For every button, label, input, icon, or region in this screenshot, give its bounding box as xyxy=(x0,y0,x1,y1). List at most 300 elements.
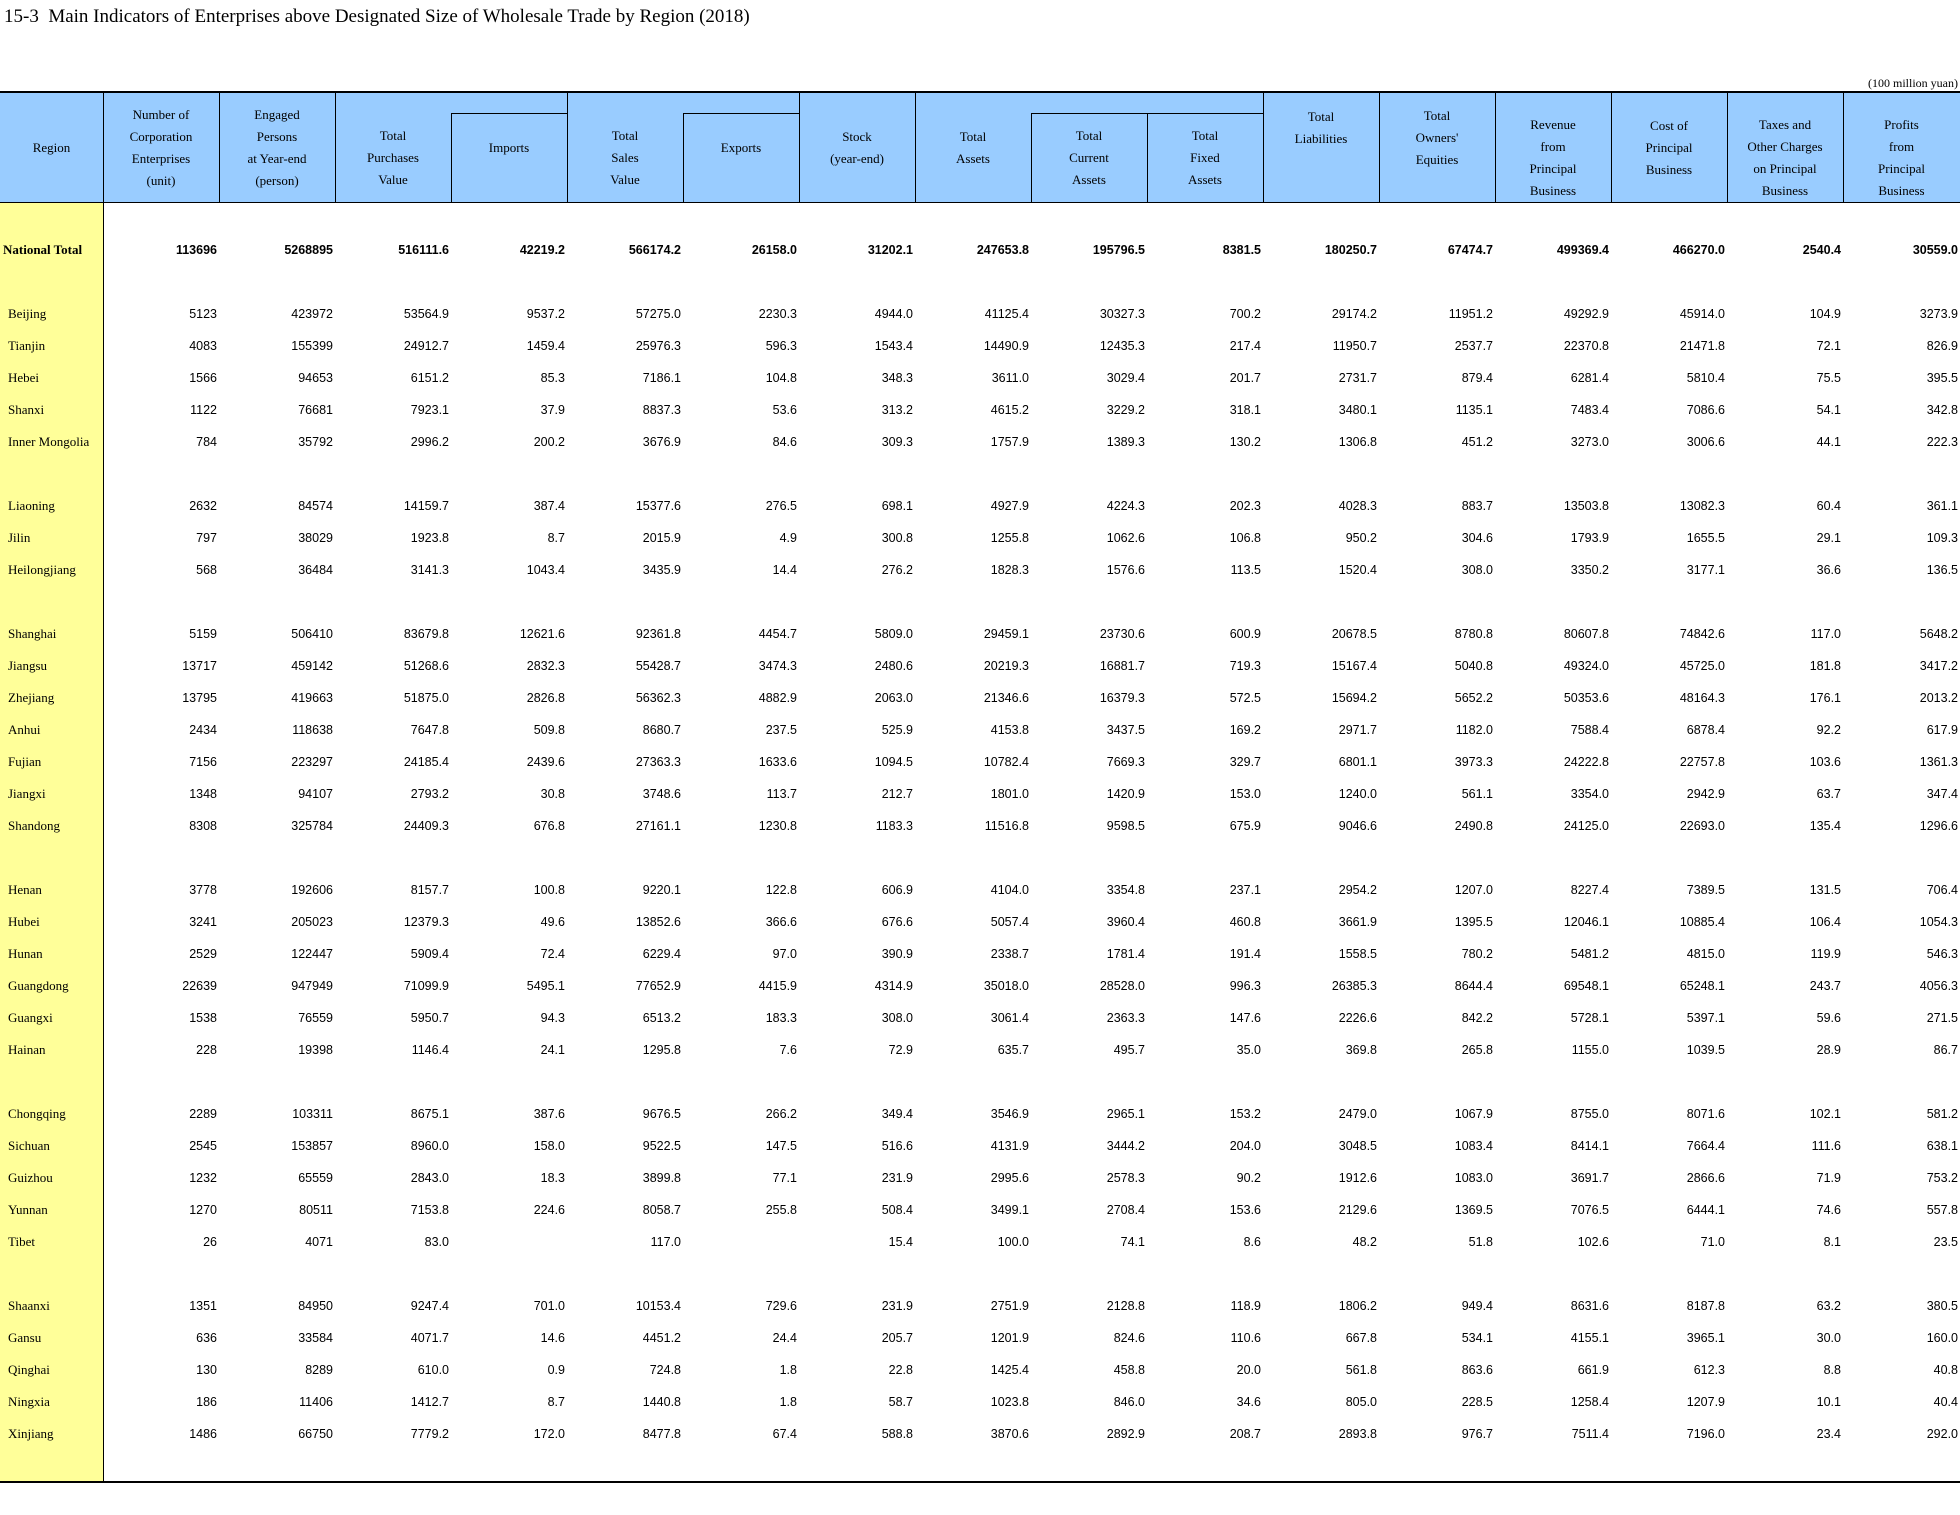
cell-liabilities: 180250.7 xyxy=(1324,243,1377,257)
cell-equities: 265.8 xyxy=(1461,1043,1493,1057)
cell-cost: 48164.3 xyxy=(1679,691,1725,705)
cell-equities: 1369.5 xyxy=(1454,1203,1493,1217)
cell-cost: 7086.6 xyxy=(1686,403,1725,417)
region-label: Beijing xyxy=(8,306,47,321)
cell-purchases: 51268.6 xyxy=(403,659,449,673)
cell-fixed-assets: 169.2 xyxy=(1229,723,1261,737)
cell-exports: 596.3 xyxy=(765,339,797,353)
cell-assets: 20219.3 xyxy=(983,659,1029,673)
cell-sales: 27161.1 xyxy=(635,819,681,833)
cell-cost: 10885.4 xyxy=(1679,915,1725,929)
cell-revenue: 80607.8 xyxy=(1563,627,1609,641)
cell-liabilities: 6801.1 xyxy=(1338,755,1377,769)
cell-sales: 55428.7 xyxy=(635,659,681,673)
cell-stock: 212.7 xyxy=(881,787,913,801)
cell-current-assets: 3437.5 xyxy=(1106,723,1145,737)
header-liabilities: Total Liabilities xyxy=(1294,109,1348,146)
cell-exports: 24.4 xyxy=(772,1331,797,1345)
cell-purchases: 7923.1 xyxy=(410,403,449,417)
cell-persons: 84950 xyxy=(298,1299,333,1313)
cell-assets: 4104.0 xyxy=(990,883,1029,897)
cell-cost: 5397.1 xyxy=(1686,1011,1725,1025)
cell-assets: 1201.9 xyxy=(990,1331,1029,1345)
cell-exports: 67.4 xyxy=(772,1427,797,1441)
cell-equities: 1067.9 xyxy=(1454,1107,1493,1121)
cell-exports: 276.5 xyxy=(765,499,797,513)
cell-profits: 292.0 xyxy=(1926,1427,1958,1441)
cell-liabilities: 9046.6 xyxy=(1338,819,1377,833)
cell-equities: 51.8 xyxy=(1468,1235,1493,1249)
cell-profits: 160.0 xyxy=(1926,1331,1958,1345)
cell-fixed-assets: 202.3 xyxy=(1229,499,1261,513)
cell-equities: 883.7 xyxy=(1461,499,1493,513)
cell-current-assets: 3229.2 xyxy=(1106,403,1145,417)
cell-stock: 309.3 xyxy=(881,435,913,449)
cell-liabilities: 2479.0 xyxy=(1338,1107,1377,1121)
header-sales: Total Sales Value xyxy=(610,128,640,187)
cell-fixed-assets: 675.9 xyxy=(1229,819,1261,833)
cell-cost: 21471.8 xyxy=(1679,339,1725,353)
cell-current-assets: 495.7 xyxy=(1113,1043,1145,1057)
region-label: Henan xyxy=(8,882,42,897)
header-purchases: Total Purchases Value xyxy=(367,128,419,187)
cell-fixed-assets: 118.9 xyxy=(1230,1299,1261,1313)
cell-revenue: 13503.8 xyxy=(1563,499,1609,513)
cell-stock: 31202.1 xyxy=(867,243,913,257)
cell-revenue: 5728.1 xyxy=(1570,1011,1609,1025)
cell-persons: 423972 xyxy=(291,307,333,321)
cell-taxes: 243.7 xyxy=(1809,979,1841,993)
cell-persons: 118638 xyxy=(292,723,333,737)
cell-sales: 57275.0 xyxy=(635,307,681,321)
region-label: Guizhou xyxy=(8,1170,53,1185)
cell-stock: 276.2 xyxy=(881,563,913,577)
cell-exports: 1230.8 xyxy=(758,819,797,833)
cell-exports: 104.8 xyxy=(765,371,797,385)
header-current-assets: Total Current Assets xyxy=(1069,128,1109,187)
cell-sales: 8058.7 xyxy=(642,1203,681,1217)
cell-enterprises: 3241 xyxy=(189,915,217,929)
cell-exports: 147.5 xyxy=(765,1139,797,1153)
cell-exports: 2230.3 xyxy=(758,307,797,321)
cell-purchases: 2843.0 xyxy=(410,1171,449,1185)
header-revenue: Revenue from Principal Business xyxy=(1529,117,1577,198)
cell-assets: 3546.9 xyxy=(990,1107,1029,1121)
cell-fixed-assets: 204.0 xyxy=(1229,1139,1261,1153)
cell-revenue: 7588.4 xyxy=(1570,723,1609,737)
cell-revenue: 3273.0 xyxy=(1570,435,1609,449)
cell-revenue: 24125.0 xyxy=(1563,819,1609,833)
cell-purchases: 3141.3 xyxy=(410,563,449,577)
cell-profits: 1054.3 xyxy=(1919,915,1958,929)
cell-current-assets: 3960.4 xyxy=(1106,915,1145,929)
region-label: Gansu xyxy=(8,1330,42,1345)
cell-profits: 546.3 xyxy=(1926,947,1958,961)
cell-equities: 561.1 xyxy=(1461,787,1493,801)
region-label: Hubei xyxy=(8,914,40,929)
cell-current-assets: 824.6 xyxy=(1113,1331,1145,1345)
cell-enterprises: 784 xyxy=(196,435,217,449)
region-label: Zhejiang xyxy=(8,690,55,705)
cell-cost: 7389.5 xyxy=(1686,883,1725,897)
cell-persons: 205023 xyxy=(291,915,333,929)
cell-assets: 5057.4 xyxy=(990,915,1029,929)
header-assets: Total Assets xyxy=(956,129,990,166)
region-label: Ningxia xyxy=(8,1394,50,1409)
cell-fixed-assets: 217.4 xyxy=(1229,339,1261,353)
cell-purchases: 5950.7 xyxy=(410,1011,449,1025)
cell-revenue: 8414.1 xyxy=(1570,1139,1609,1153)
cell-sales: 3676.9 xyxy=(642,435,681,449)
region-label: Shanxi xyxy=(8,402,45,417)
cell-enterprises: 1538 xyxy=(189,1011,217,1025)
cell-stock: 2063.0 xyxy=(874,691,913,705)
cell-profits: 342.8 xyxy=(1926,403,1958,417)
cell-persons: 8289 xyxy=(305,1363,333,1377)
cell-imports: 30.8 xyxy=(540,787,565,801)
page-title: 15-3 Main Indicators of Enterprises above Designated Size of Wholesale Trade by Region (2018) xyxy=(4,6,750,27)
cell-current-assets: 1420.9 xyxy=(1106,787,1145,801)
cell-revenue: 102.6 xyxy=(1577,1235,1609,1249)
cell-assets: 100.0 xyxy=(997,1235,1029,1249)
cell-enterprises: 1232 xyxy=(189,1171,217,1185)
cell-assets: 2338.7 xyxy=(990,947,1029,961)
cell-profits: 222.3 xyxy=(1926,435,1958,449)
cell-fixed-assets: 8381.5 xyxy=(1222,243,1261,257)
cell-liabilities: 2129.6 xyxy=(1338,1203,1377,1217)
cell-fixed-assets: 191.4 xyxy=(1229,947,1261,961)
cell-fixed-assets: 600.9 xyxy=(1229,627,1261,641)
cell-enterprises: 1566 xyxy=(189,371,217,385)
cell-cost: 13082.3 xyxy=(1679,499,1725,513)
cell-taxes: 181.8 xyxy=(1809,659,1841,673)
cell-purchases: 8960.0 xyxy=(410,1139,449,1153)
cell-imports: 100.8 xyxy=(533,883,565,897)
cell-current-assets: 2892.9 xyxy=(1106,1427,1145,1441)
cell-sales: 15377.6 xyxy=(635,499,681,513)
cell-liabilities: 4028.3 xyxy=(1338,499,1377,513)
region-label: Hainan xyxy=(8,1042,46,1057)
cell-liabilities: 1240.0 xyxy=(1338,787,1377,801)
cell-stock: 15.4 xyxy=(888,1235,913,1249)
cell-current-assets: 1062.6 xyxy=(1106,531,1145,545)
cell-equities: 1083.0 xyxy=(1454,1171,1493,1185)
region-label: Tibet xyxy=(8,1234,35,1249)
cell-persons: 325784 xyxy=(291,819,333,833)
cell-fixed-assets: 719.3 xyxy=(1229,659,1261,673)
cell-current-assets: 2578.3 xyxy=(1106,1171,1145,1185)
cell-taxes: 63.7 xyxy=(1816,787,1841,801)
region-label: Anhui xyxy=(8,722,41,737)
cell-purchases: 2996.2 xyxy=(410,435,449,449)
cell-imports: 9537.2 xyxy=(526,307,565,321)
cell-purchases: 51875.0 xyxy=(403,691,449,705)
cell-purchases: 7779.2 xyxy=(410,1427,449,1441)
cell-persons: 66750 xyxy=(298,1427,333,1441)
cell-liabilities: 15167.4 xyxy=(1331,659,1377,673)
region-label: Jilin xyxy=(8,530,31,545)
cell-revenue: 49324.0 xyxy=(1563,659,1609,673)
cell-enterprises: 2545 xyxy=(189,1139,217,1153)
cell-taxes: 104.9 xyxy=(1809,307,1841,321)
cell-stock: 676.6 xyxy=(881,915,913,929)
cell-enterprises: 8308 xyxy=(189,819,217,833)
cell-revenue: 12046.1 xyxy=(1563,915,1609,929)
cell-assets: 635.7 xyxy=(997,1043,1029,1057)
cell-equities: 1395.5 xyxy=(1454,915,1493,929)
cell-imports: 94.3 xyxy=(540,1011,565,1025)
cell-revenue: 1258.4 xyxy=(1570,1395,1609,1409)
cell-cost: 466270.0 xyxy=(1672,243,1725,257)
region-label: Guangxi xyxy=(8,1010,53,1025)
cell-revenue: 1155.0 xyxy=(1571,1043,1609,1057)
cell-assets: 4927.9 xyxy=(990,499,1029,513)
cell-fixed-assets: 153.2 xyxy=(1229,1107,1261,1121)
region-label: Hebei xyxy=(8,370,40,385)
region-label: Hunan xyxy=(8,946,43,961)
cell-sales: 3748.6 xyxy=(642,787,681,801)
cell-revenue: 22370.8 xyxy=(1563,339,1609,353)
cell-cost: 7664.4 xyxy=(1686,1139,1725,1153)
cell-fixed-assets: 106.8 xyxy=(1229,531,1261,545)
cell-purchases: 83.0 xyxy=(424,1235,449,1249)
cell-revenue: 6281.4 xyxy=(1570,371,1609,385)
cell-enterprises: 228 xyxy=(196,1043,217,1057)
cell-sales: 77652.9 xyxy=(635,979,681,993)
cell-exports: 122.8 xyxy=(765,883,797,897)
cell-taxes: 103.6 xyxy=(1809,755,1841,769)
cell-imports xyxy=(455,1234,565,1250)
cell-cost: 3177.1 xyxy=(1686,563,1725,577)
cell-enterprises: 797 xyxy=(196,531,217,545)
cell-equities: 1083.4 xyxy=(1454,1139,1493,1153)
cell-imports: 37.9 xyxy=(540,403,565,417)
cell-taxes: 71.9 xyxy=(1816,1171,1841,1185)
cell-profits: 3273.9 xyxy=(1919,307,1958,321)
cell-imports: 676.8 xyxy=(533,819,565,833)
cell-purchases: 24409.3 xyxy=(403,819,449,833)
cell-fixed-assets: 34.6 xyxy=(1236,1395,1261,1409)
cell-exports: 4454.7 xyxy=(758,627,797,641)
cell-enterprises: 26 xyxy=(203,1235,217,1249)
cell-purchases: 8157.7 xyxy=(410,883,449,897)
cell-taxes: 2540.4 xyxy=(1802,243,1841,257)
cell-persons: 155399 xyxy=(291,339,333,353)
cell-enterprises: 3778 xyxy=(189,883,217,897)
cell-profits: 1361.3 xyxy=(1919,755,1958,769)
cell-fixed-assets: 208.7 xyxy=(1229,1427,1261,1441)
cell-equities: 879.4 xyxy=(1461,371,1493,385)
cell-imports: 72.4 xyxy=(540,947,565,961)
cell-assets: 35018.0 xyxy=(983,979,1029,993)
cell-stock: 516.6 xyxy=(881,1139,913,1153)
cell-assets: 10782.4 xyxy=(983,755,1029,769)
cell-sales: 9522.5 xyxy=(642,1139,681,1153)
cell-cost: 3965.1 xyxy=(1686,1331,1725,1345)
cell-imports: 14.6 xyxy=(540,1331,565,1345)
cell-exports xyxy=(687,1234,797,1250)
cell-stock: 588.8 xyxy=(881,1427,913,1441)
cell-revenue: 24222.8 xyxy=(1563,755,1609,769)
cell-profits: 2013.2 xyxy=(1919,691,1958,705)
cell-enterprises: 130 xyxy=(196,1363,217,1377)
cell-sales: 10153.4 xyxy=(635,1299,681,1313)
region-label: Heilongjiang xyxy=(8,562,76,577)
cell-liabilities: 3661.9 xyxy=(1338,915,1377,929)
cell-purchases: 6151.2 xyxy=(410,371,449,385)
cell-fixed-assets: 460.8 xyxy=(1229,915,1261,929)
cell-fixed-assets: 8.6 xyxy=(1243,1235,1261,1249)
region-label: Shandong xyxy=(8,818,60,833)
cell-equities: 8780.8 xyxy=(1454,627,1493,641)
cell-fixed-assets: 153.6 xyxy=(1229,1203,1261,1217)
cell-revenue: 661.9 xyxy=(1577,1363,1609,1377)
cell-taxes: 8.1 xyxy=(1823,1235,1841,1249)
cell-enterprises: 7156 xyxy=(189,755,217,769)
cell-fixed-assets: 147.6 xyxy=(1229,1011,1261,1025)
cell-equities: 534.1 xyxy=(1461,1331,1493,1345)
cell-sales: 9220.1 xyxy=(642,883,681,897)
cell-revenue: 69548.1 xyxy=(1563,979,1609,993)
cell-taxes: 111.6 xyxy=(1811,1139,1841,1153)
cell-taxes: 72.1 xyxy=(1816,339,1841,353)
cell-assets: 21346.6 xyxy=(983,691,1029,705)
cell-profits: 109.3 xyxy=(1926,531,1958,545)
cell-fixed-assets: 237.1 xyxy=(1229,883,1261,897)
cell-persons: 192606 xyxy=(291,883,333,897)
cell-purchases: 24912.7 xyxy=(403,339,449,353)
cell-liabilities: 1520.4 xyxy=(1338,563,1377,577)
cell-current-assets: 195796.5 xyxy=(1092,243,1145,257)
cell-exports: 14.4 xyxy=(772,563,797,577)
cell-liabilities: 3480.1 xyxy=(1338,403,1377,417)
cell-persons: 5268895 xyxy=(284,243,333,257)
cell-fixed-assets: 153.0 xyxy=(1229,787,1261,801)
cell-sales: 92361.8 xyxy=(635,627,681,641)
cell-equities: 3973.3 xyxy=(1454,755,1493,769)
cell-imports: 701.0 xyxy=(533,1299,565,1313)
cell-taxes: 135.4 xyxy=(1809,819,1841,833)
cell-assets: 41125.4 xyxy=(984,307,1029,321)
cell-equities: 780.2 xyxy=(1461,947,1493,961)
cell-fixed-assets: 572.5 xyxy=(1229,691,1261,705)
cell-sales: 724.8 xyxy=(649,1363,681,1377)
cell-enterprises: 13795 xyxy=(182,691,217,705)
cell-sales: 8477.8 xyxy=(642,1427,681,1441)
cell-exports: 1.8 xyxy=(779,1363,797,1377)
cell-taxes: 23.4 xyxy=(1816,1427,1841,1441)
cell-taxes: 29.1 xyxy=(1816,531,1841,545)
cell-profits: 40.8 xyxy=(1933,1363,1958,1377)
cell-assets: 2995.6 xyxy=(990,1171,1029,1185)
cell-cost: 4815.0 xyxy=(1686,947,1725,961)
cell-stock: 1094.5 xyxy=(874,755,913,769)
cell-enterprises: 2434 xyxy=(189,723,217,737)
cell-enterprises: 5123 xyxy=(189,307,217,321)
cell-exports: 97.0 xyxy=(772,947,797,961)
cell-taxes: 30.0 xyxy=(1816,1331,1841,1345)
cell-imports: 200.2 xyxy=(533,435,565,449)
cell-taxes: 28.9 xyxy=(1816,1043,1841,1057)
cell-enterprises: 2289 xyxy=(189,1107,217,1121)
cell-current-assets: 30327.3 xyxy=(1099,307,1145,321)
cell-stock: 1543.4 xyxy=(874,339,913,353)
cell-imports: 2439.6 xyxy=(526,755,565,769)
region-label: Yunnan xyxy=(8,1202,48,1217)
cell-sales: 3899.8 xyxy=(642,1171,681,1185)
cell-exports: 366.6 xyxy=(765,915,797,929)
cell-liabilities: 561.8 xyxy=(1345,1363,1377,1377)
cell-equities: 308.0 xyxy=(1461,563,1493,577)
cell-current-assets: 4224.3 xyxy=(1106,499,1145,513)
cell-stock: 525.9 xyxy=(881,723,913,737)
cell-persons: 38029 xyxy=(298,531,333,545)
cell-persons: 223297 xyxy=(291,755,333,769)
cell-assets: 1828.3 xyxy=(990,563,1029,577)
cell-assets: 11516.8 xyxy=(984,819,1029,833)
cell-sales: 27363.3 xyxy=(635,755,681,769)
cell-profits: 581.2 xyxy=(1926,1107,1958,1121)
cell-persons: 80511 xyxy=(299,1203,333,1217)
cell-purchases: 5909.4 xyxy=(410,947,449,961)
cell-imports: 85.3 xyxy=(540,371,565,385)
header-fixed-assets: Total Fixed Assets xyxy=(1188,128,1222,187)
cell-cost: 65248.1 xyxy=(1679,979,1725,993)
region-label: Guangdong xyxy=(8,978,69,993)
cell-imports: 12621.6 xyxy=(519,627,565,641)
cell-persons: 33584 xyxy=(298,1331,333,1345)
cell-equities: 949.4 xyxy=(1461,1299,1493,1313)
cell-current-assets: 16379.3 xyxy=(1099,691,1145,705)
cell-current-assets: 28528.0 xyxy=(1099,979,1145,993)
cell-cost: 1655.5 xyxy=(1686,531,1725,545)
region-label: Inner Mongolia xyxy=(8,434,90,449)
cell-equities: 5652.2 xyxy=(1454,691,1493,705)
cell-taxes: 117.0 xyxy=(1810,627,1841,641)
cell-liabilities: 1806.2 xyxy=(1338,1299,1377,1313)
cell-profits: 380.5 xyxy=(1926,1299,1958,1313)
cell-enterprises: 1122 xyxy=(190,403,217,417)
cell-exports: 26158.0 xyxy=(751,243,797,257)
cell-persons: 153857 xyxy=(291,1139,333,1153)
cell-assets: 3611.0 xyxy=(991,371,1029,385)
cell-sales: 1295.8 xyxy=(642,1043,681,1057)
cell-purchases: 24185.4 xyxy=(403,755,449,769)
cell-purchases: 9247.4 xyxy=(410,1299,449,1313)
cell-exports: 4882.9 xyxy=(758,691,797,705)
cell-liabilities: 11950.7 xyxy=(1332,339,1377,353)
cell-imports: 24.1 xyxy=(540,1043,565,1057)
cell-assets: 29459.1 xyxy=(983,627,1029,641)
cell-exports: 183.3 xyxy=(765,1011,797,1025)
cell-assets: 2751.9 xyxy=(990,1299,1029,1313)
cell-stock: 58.7 xyxy=(888,1395,913,1409)
cell-stock: 1183.3 xyxy=(875,819,913,833)
cell-taxes: 8.8 xyxy=(1823,1363,1841,1377)
cell-taxes: 74.6 xyxy=(1816,1203,1841,1217)
cell-profits: 557.8 xyxy=(1926,1203,1958,1217)
cell-stock: 72.9 xyxy=(888,1043,913,1057)
cell-current-assets: 2965.1 xyxy=(1106,1107,1145,1121)
cell-liabilities: 2954.2 xyxy=(1338,883,1377,897)
cell-current-assets: 16881.7 xyxy=(1099,659,1145,673)
cell-exports: 266.2 xyxy=(765,1107,797,1121)
cell-current-assets: 846.0 xyxy=(1113,1395,1145,1409)
region-label: Xinjiang xyxy=(8,1426,54,1441)
cell-liabilities: 2731.7 xyxy=(1338,371,1377,385)
cell-profits: 1296.6 xyxy=(1919,819,1958,833)
cell-fixed-assets: 201.7 xyxy=(1229,371,1261,385)
